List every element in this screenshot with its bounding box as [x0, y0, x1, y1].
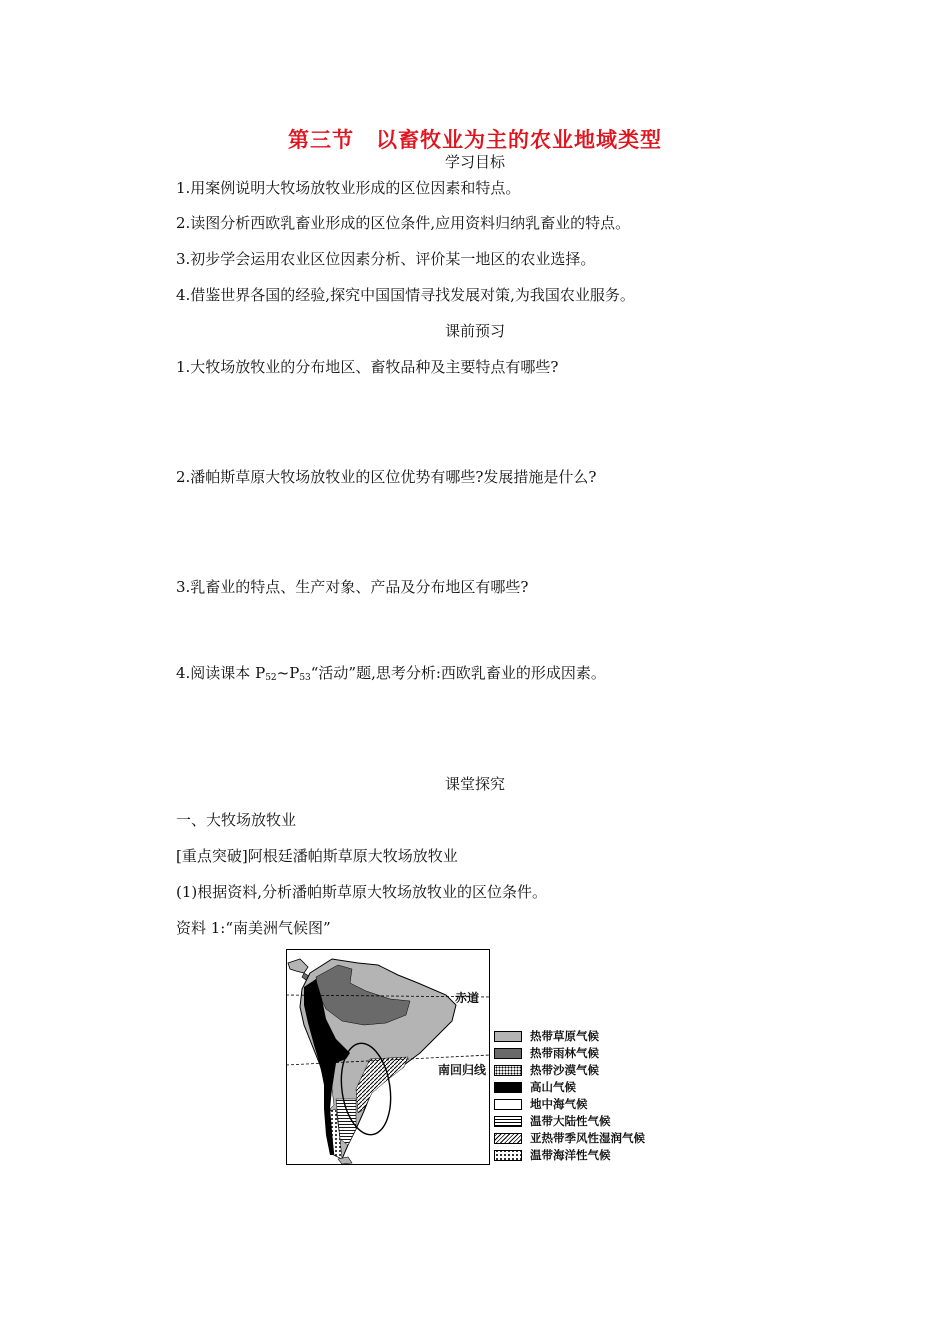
legend-swatch [494, 1150, 522, 1161]
objectives-heading: 学习目标 [444, 153, 505, 171]
legend-label: 热带沙漠气候 [530, 1063, 599, 1077]
q4-text-mid: ~P [276, 664, 300, 682]
legend-label: 温带海洋性气候 [530, 1148, 611, 1162]
legend-label: 温带大陆性气候 [530, 1114, 611, 1128]
preview-question-4 [176, 663, 606, 688]
equator-label: 赤道 [455, 991, 480, 1005]
legend-swatch [494, 1133, 522, 1144]
task-1: (1)根据资料,分析潘帕斯草原大牧场放牧业的区位条件。 [176, 883, 548, 901]
legend-swatch [494, 1065, 522, 1076]
tropic-label: 南回归线 [438, 1063, 487, 1077]
objective-item-1: 1.用案例说明大牧场放牧业形成的区位因素和特点。 [176, 179, 521, 197]
objective-item-4: 4.借鉴世界各国的经验,探究中国国情寻找发展对策,为我国农业服务。 [176, 286, 635, 304]
legend-label: 地中海气候 [530, 1097, 588, 1111]
legend-label: 热带草原气候 [530, 1029, 599, 1043]
material-1-caption: 资料 1:“南美洲气候图” [176, 919, 331, 937]
legend-swatch [494, 1082, 522, 1093]
preview-heading: 课前预习 [444, 322, 505, 340]
section-heading: 一、大牧场放牧业 [176, 811, 297, 829]
legend-swatch [494, 1048, 522, 1059]
page-title: 第三节 以畜牧业为主的农业地域类型 [288, 128, 662, 152]
q4-page-end: 53 [299, 673, 311, 683]
south-america-climate-map [286, 949, 490, 1165]
legend-swatch [494, 1031, 522, 1042]
q4-text-start: 4.阅读课本 P [176, 664, 266, 682]
legend-label: 亚热带季风性湿润气候 [530, 1131, 645, 1145]
legend-label: 高山气候 [530, 1080, 576, 1094]
focus-heading: [重点突破]阿根廷潘帕斯草原大牧场放牧业 [176, 847, 458, 865]
legend-swatch [494, 1099, 522, 1110]
classroom-heading: 课堂探究 [444, 775, 505, 793]
preview-question-2: 2.潘帕斯草原大牧场放牧业的区位优势有哪些?发展措施是什么? [176, 468, 597, 486]
q4-page-start: 52 [265, 673, 277, 683]
objective-item-2: 2.读图分析西欧乳畜业形成的区位条件,应用资料归纳乳畜业的特点。 [176, 214, 631, 232]
objective-item-3: 3.初步学会运用农业区位因素分析、评价某一地区的农业选择。 [176, 250, 596, 268]
legend-label: 热带雨林气候 [530, 1046, 599, 1060]
preview-question-1: 1.大牧场放牧业的分布地区、畜牧品种及主要特点有哪些? [176, 358, 559, 376]
q4-text-end: “活动”题,思考分析:西欧乳畜业的形成因素。 [310, 664, 606, 682]
preview-question-3: 3.乳畜业的特点、生产对象、产品及分布地区有哪些? [176, 578, 529, 596]
legend-swatch [494, 1116, 522, 1127]
